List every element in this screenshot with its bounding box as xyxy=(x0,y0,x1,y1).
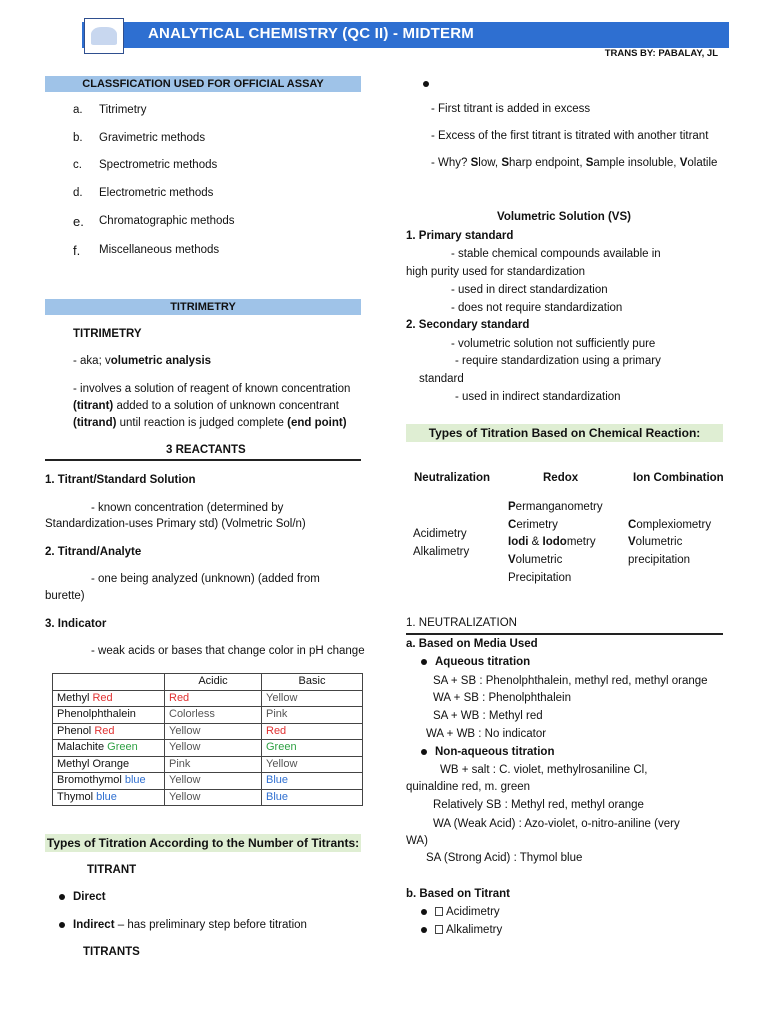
redox-type: Volumetric xyxy=(508,554,563,566)
table-header xyxy=(53,674,165,691)
desc-line: (titrant) added to a solution of unknown concentrant xyxy=(73,400,339,412)
bullet-icon xyxy=(421,909,427,915)
vs-line: high purity used for standardization xyxy=(406,266,585,278)
vs-line: - require standardization using a primary xyxy=(455,355,661,367)
list-item: Non-aqueous titration xyxy=(421,746,554,758)
list-item: Direct xyxy=(59,891,106,903)
reactant-desc: Standardization-uses Primary std) (Volmetric Sol/n) xyxy=(45,518,306,530)
titrants-label: TITRANTS xyxy=(83,946,140,958)
vs-line: standard xyxy=(419,373,464,385)
table-row: Phenolphthalein Colorless Pink xyxy=(53,707,363,724)
vs-title: 1. Primary standard xyxy=(406,230,514,242)
vs-title: 2. Secondary standard xyxy=(406,319,530,331)
list-item: Aqueous titration xyxy=(421,656,530,668)
aq-line: WA + WB : No indicator xyxy=(426,728,547,740)
media-title: a. Based on Media Used xyxy=(406,638,538,650)
missing-glyph-icon xyxy=(435,907,443,916)
reactant-desc: - weak acids or bases that change color in pH change xyxy=(91,645,365,657)
naq-line: WA) xyxy=(406,835,428,847)
column-header: Ion Combination xyxy=(633,472,724,484)
list-item: Alkalimetry xyxy=(421,924,502,936)
list-letter: a. xyxy=(73,104,83,116)
reactant-desc: - one being analyzed (unknown) (added from xyxy=(91,573,320,585)
vs-line: - used in direct standardization xyxy=(451,284,608,296)
reactants-heading: 3 REACTANTS xyxy=(166,444,246,456)
column-header: Redox xyxy=(543,472,579,484)
ion-type: Volumetric xyxy=(628,536,683,548)
aq-line: SA + WB : Methyl red xyxy=(433,710,543,722)
table-row: Thymol blue Yellow Blue xyxy=(53,789,363,806)
list-item: Miscellaneous methods xyxy=(99,244,220,256)
vs-line: - does not require standardization xyxy=(451,302,623,314)
vs-line: - used in indirect standardization xyxy=(455,391,621,403)
list-item: Electrometric methods xyxy=(99,187,214,199)
excess-line: - Excess of the first titrant is titrated with another titrant xyxy=(431,130,709,142)
table-row: Bromothymol blue Yellow Blue xyxy=(53,773,363,790)
redox-type: Cerimetry xyxy=(508,519,558,531)
reactant-desc: burette) xyxy=(45,590,85,602)
section-heading-types-reaction: Types of Titration Based on Chemical Reaction: xyxy=(406,424,723,442)
list-item: Indirect – has preliminary step before titration xyxy=(59,919,307,931)
section-heading-classification: CLASSFICATION USED FOR OFFICIAL ASSAY xyxy=(45,76,361,92)
aka-line: - aka; volumetric analysis xyxy=(73,355,212,367)
reactant-desc: - known concentration (determined by xyxy=(91,502,284,514)
translator-credit: TRANS BY: PABALAY, JL xyxy=(604,48,718,59)
excess-line: - First titrant is added in excess xyxy=(431,103,591,115)
ion-type: precipitation xyxy=(628,554,691,566)
reactant-title: 1. Titrant/Standard Solution xyxy=(45,474,196,486)
excess-line: - Why? Slow, Sharp endpoint, Sample insoluble, Volatile xyxy=(431,157,718,169)
titrant-label: TITRANT xyxy=(87,864,137,876)
list-letter: f. xyxy=(73,243,81,258)
reactant-title: 3. Indicator xyxy=(45,618,107,630)
section-heading-titrimetry: TITRIMETRY xyxy=(45,299,361,315)
vs-line: - volumetric solution not sufficiently pure xyxy=(451,338,656,350)
divider xyxy=(45,459,361,461)
vs-heading: Volumetric Solution (VS) xyxy=(497,211,631,223)
list-letter: b. xyxy=(73,132,83,144)
list-item: Chromatographic methods xyxy=(99,215,235,227)
bullet-icon xyxy=(423,78,437,90)
list-item: Acidimetry xyxy=(421,906,500,918)
list-letter: d. xyxy=(73,187,83,199)
list-letter: c. xyxy=(73,159,82,171)
neutralization-heading: 1. NEUTRALIZATION xyxy=(406,617,517,629)
table-row: Phenol Red Yellow Red xyxy=(53,723,363,740)
bullet-icon xyxy=(59,894,65,900)
list-item: Titrimetry xyxy=(99,104,147,116)
neutralization-type: Acidimetry xyxy=(413,528,467,540)
subsection-title: TITRIMETRY xyxy=(73,328,142,340)
titrant-based-title: b. Based on Titrant xyxy=(406,888,510,900)
section-heading-types-number: Types of Titration According to the Number of Titrants: xyxy=(46,836,360,850)
naq-line: quinaldine red, m. green xyxy=(406,781,531,793)
bullet-icon xyxy=(421,927,427,933)
divider xyxy=(406,633,723,635)
table-row: Methyl Orange Pink Yellow xyxy=(53,756,363,773)
bullet-icon xyxy=(59,922,65,928)
bullet-icon xyxy=(421,659,427,665)
vs-line: - stable chemical compounds available in xyxy=(451,248,661,260)
list-item: Gravimetric methods xyxy=(99,132,206,144)
redox-type: Precipitation xyxy=(508,572,572,584)
aq-line: WA + SB : Phenolphthalein xyxy=(433,692,571,704)
naq-line: WB + salt : C. violet, methylrosaniline Cl, xyxy=(440,764,648,776)
desc-line: (titrand) until reaction is judged complete (end point) xyxy=(73,417,347,429)
table-row: Methyl Red Red Yellow xyxy=(53,690,363,707)
missing-glyph-icon xyxy=(435,925,443,934)
ion-type: Complexiometry xyxy=(628,519,712,531)
aq-line: SA + SB : Phenolphthalein, methyl red, methyl orange xyxy=(433,675,708,687)
table-header: Acidic xyxy=(165,674,262,691)
reactant-title: 2. Titrand/Analyte xyxy=(45,546,142,558)
redox-type: Permanganometry xyxy=(508,501,603,513)
neutralization-type: Alkalimetry xyxy=(413,546,470,558)
list-letter: e. xyxy=(73,214,84,229)
naq-line: SA (Strong Acid) : Thymol blue xyxy=(426,852,583,864)
bullet-icon xyxy=(421,749,427,755)
indicator-table xyxy=(52,673,363,806)
redox-type: Iodi & Iodometry xyxy=(508,536,596,548)
desc-line: - involves a solution of reagent of known concentration xyxy=(73,383,351,395)
list-item: Spectrometric methods xyxy=(99,159,218,171)
page-title: ANALYTICAL CHEMISTRY (QC II) - MIDTERM xyxy=(148,25,474,42)
naq-line: WA (Weak Acid) : Azo-violet, o-nitro-aniline (very xyxy=(433,818,680,830)
naq-line: Relatively SB : Methyl red, methyl orange xyxy=(433,799,644,811)
table-header: Basic xyxy=(262,674,363,691)
table-row: Malachite Green Yellow Green xyxy=(53,740,363,757)
column-header: Neutralization xyxy=(414,472,491,484)
logo xyxy=(84,18,124,54)
